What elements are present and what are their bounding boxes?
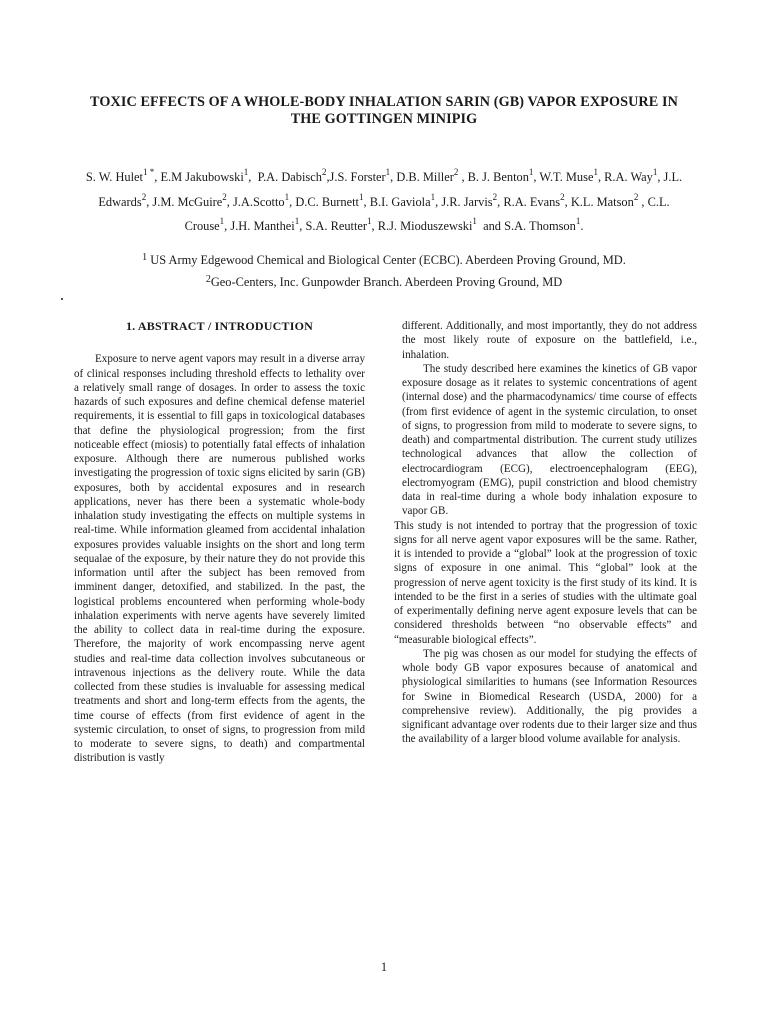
- author-affiliation-marker: 1: [472, 216, 477, 226]
- author-name: J.R. Jarvis: [441, 195, 493, 209]
- section-heading: 1. ABSTRACT / INTRODUCTION: [125, 319, 314, 333]
- body-paragraph: The pig was chosen as our model for studying the effects of whole body GB vapor exposures because of anatomical and physiological similarities to humans (see Information Resources for Swine in Biomedical Research (USDA, 2000) for a comprehensive review). Additionally, the pig provides a significant advantage over rodents due to their larger size and thus the availability of a larger blood volume available for analysis.: [402, 647, 697, 746]
- author-affiliation-marker: 1: [385, 167, 391, 177]
- author-name: E.M Jakubowski: [160, 170, 244, 184]
- right-column: [394, 319, 697, 747]
- author-affiliation-marker: 1: [359, 192, 364, 202]
- author-name: S.A. Reutter: [305, 219, 368, 233]
- author-affiliation-marker: 2: [141, 192, 147, 202]
- author-affiliation-marker: 1: [284, 192, 290, 202]
- author-name: D.C. Burnett: [295, 195, 359, 209]
- author-list-line-3: Crouse$^1$, J.H. Manthei$^1$, S.A. Reutter$^1$, R.J. Mioduszewski$^1$ and S.A. Thomson$^1$.: [184, 216, 584, 233]
- author-name: K.L. Matson: [570, 195, 634, 209]
- affiliation-text: Geo-Centers, Inc. Gunpowder Branch. Aberdeen Proving Ground, MD: [210, 275, 563, 289]
- author-affiliation-marker: 1: [652, 167, 658, 177]
- author-list-line-2: Edwards$^2$, J.M. McGuire$^2$, J.A.Scotto$^1$, D.C. Burnett$^1$, B.I. Gaviola$^1$, J.R. Jarvis$^2$, R.A. Evans$^2$, K.L. Matson$^2$ , C.L.: [98, 192, 670, 209]
- page-number: 1: [380, 960, 388, 974]
- author-name: B.I. Gaviola: [369, 195, 431, 209]
- author-affiliation-marker: 1: [575, 216, 581, 226]
- author-name: J.A.Scotto: [232, 195, 285, 209]
- left-column: [74, 319, 365, 766]
- author-affiliation-marker: 1: [430, 192, 436, 202]
- author-name: W.T. Muse: [539, 170, 594, 184]
- author-affiliation-marker: 1: [243, 167, 249, 177]
- author-affiliation-marker: 1: [219, 216, 225, 226]
- author-affiliation-marker: 2: [222, 192, 227, 202]
- author-list-line-1: S. W. Hulet$^{1 *}$, E.M Jakubowski$^1$, P.A. Dabisch$^2$,J.S. Forster$^1$, D.B. Miller$^2$ , B. J. Benton$^1$, W.T. Muse$^1$, R.A. Way$^1$, J.L.: [85, 167, 683, 184]
- author-name: S.A. Thomson: [504, 219, 576, 233]
- author-name: R.J. Mioduszewski: [377, 219, 473, 233]
- affiliation-2: [40, 275, 728, 290]
- body-paragraph: Exposure to nerve agent vapors may result in a diverse array of clinical responses including threshold effects to lethality over a relatively small range of dosages. In order to assess the toxic hazards of such exposures and define chemical defense materiel requirements, it is essential to fill gaps in toxicological databases that define the physiological progression; from the first noticeable effect (miosis) to potentially fatal effects of inhalation exposure. Although there are numerous published works investigating the progression of toxic signs elicited by sarin (GB) exposures, both by accidental exposures and in research applications, never has there been a systematic whole-body inhalation study investigating the effects on multiple systems in real-time. While information gleamed from accidental inhalation exposures provides valuable insights on the short and long term sequalae of the exposure, by their nature they do not provide this information until after the subject has been removed from imminent danger, detoxified, and stabilized. In the past, the logistical problems encountered when performing whole-body inhalation experiments with nerve agents have severely limited the ability to collect data in real-time during the exposure. Therefore, the majority of work encompassing nerve agent studies and real-time data collection involves subcutaneous or intravenous injections as the delivery route. While the data collected from these studies is invaluable for assessing medical treatments and short and long-term effects from the agents, the time course of effects (from first evidence of agent in the systemic circulation, to onset of signs, to progression from mild to moderate to severe signs, to death) and compartmental distribution is vastly: [74, 353, 365, 765]
- author-name: J.S. Forster: [329, 170, 386, 184]
- author-affiliation-marker: 2: [560, 192, 565, 202]
- body-paragraph: The study described here examines the kinetics of GB vapor exposure dosage as it relates to systemic concentrations of agent (internal dose) and the pharmacodynamics/ time course of effects (from first evidence of agent in the systemic circulation, to onset of signs, to progression from mild to moderate to severe signs, to death) and compartmental distribution. The current study utilizes technological advances that allow the collection of electrocardiogram (ECG), electroencephalogram (EEG), electromyogram (EMG), pupil constriction and blood chemistry data in real-time during a whole body inhalation exposure to vapor GB.: [402, 362, 697, 518]
- author-name: B. J. Benton: [467, 170, 529, 184]
- author-affiliation-marker: 1: [367, 216, 372, 226]
- affiliation-marker: 2: [205, 274, 211, 285]
- author-affiliation-marker: 2: [492, 192, 498, 202]
- author-affiliation-marker: 2: [633, 192, 639, 202]
- author-affiliation-marker: 2: [453, 167, 459, 177]
- author-affiliation-marker: 1: [528, 167, 534, 177]
- affiliation-marker: 1: [142, 252, 148, 263]
- author-name: D.B. Miller: [396, 170, 454, 184]
- author-affiliation-marker: 1 *: [143, 167, 155, 177]
- author-affiliation-marker: 1: [593, 167, 598, 177]
- author-affiliation-marker: 2: [321, 167, 327, 177]
- paper-title-line-1: TOXIC EFFECTS OF A WHOLE-BODY INHALATION SARIN (GB) VAPOR EXPOSURE IN: [90, 94, 678, 110]
- author-name: P.A. Dabisch: [257, 170, 322, 184]
- author-name: J.H. Manthei: [230, 219, 295, 233]
- author-name: R.A. Evans: [503, 195, 561, 209]
- author-name: S. W. Hulet: [85, 170, 144, 184]
- body-paragraph: This study is not intended to portray that the progression of toxic signs for all nerve agent vapor exposures will be the same. Rather, it is intended to provide a “global” look at the progression of toxic signs of exposure in one animal. This “global” look at the progression of nerve agent toxicity is the first study of its kind. It is intended to be the first in a series of studies with the ultimate goal of experimentally defining nerve agent exposure levels that can be considered thresholds between “no observable effects” and “measurable biological effects”.: [394, 519, 697, 646]
- stray-mark: [61, 298, 63, 300]
- author-name: R.A. Way: [604, 170, 653, 184]
- affiliation-text: US Army Edgewood Chemical and Biological Center (ECBC). Aberdeen Proving Ground, MD.: [150, 253, 626, 267]
- author-name: J.M. McGuire: [152, 195, 223, 209]
- body-paragraph: different. Additionally, and most importantly, they do not address the most likely route of exposure on the battlefield, i.e., inhalation.: [402, 320, 697, 361]
- affiliation-1: [40, 253, 728, 268]
- paper-title-line-2: THE GOTTINGEN MINIPIG: [290, 111, 478, 127]
- author-affiliation-marker: 1: [294, 216, 300, 226]
